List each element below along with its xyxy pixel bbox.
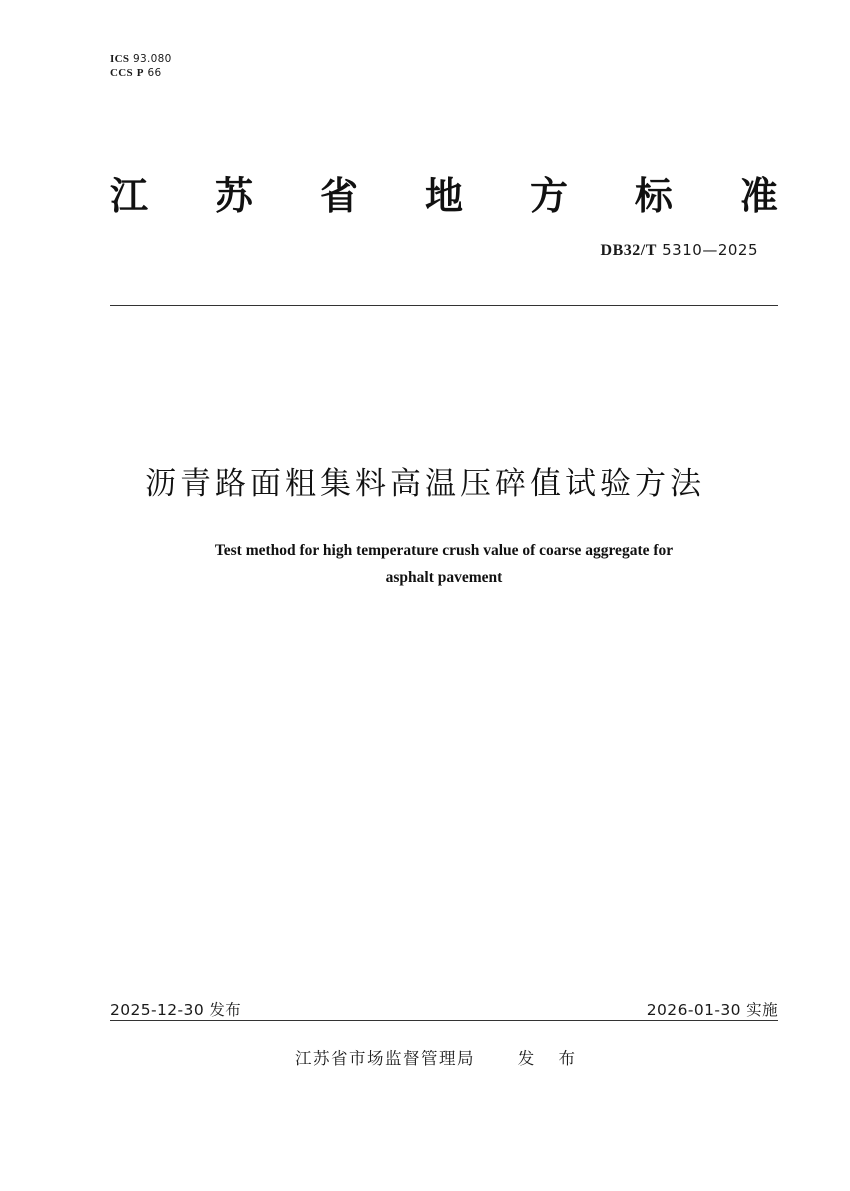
top-divider xyxy=(110,305,778,306)
english-title xyxy=(110,537,778,591)
standard-code: 5310—2025 xyxy=(662,241,758,259)
implement-date: 2026-01-30 实施 xyxy=(646,1001,778,1019)
ics-value: 93.080 xyxy=(133,53,172,65)
standard-type-title xyxy=(110,162,778,222)
date-row xyxy=(110,998,778,1020)
ccs-value: 66 xyxy=(147,67,162,79)
bottom-divider xyxy=(110,1020,778,1021)
issuer-line xyxy=(295,1045,577,1069)
issuer-action: 发 布 xyxy=(517,1049,577,1068)
title-char: 方 xyxy=(529,173,568,218)
title-char: 苏 xyxy=(214,173,253,218)
ccs-label: CCS xyxy=(110,67,133,79)
issuer-name: 江苏省市场监督管理局 xyxy=(295,1049,475,1068)
standard-prefix: DB32/T xyxy=(600,242,657,259)
title-char: 地 xyxy=(424,173,463,218)
ccs-prefix: P xyxy=(136,67,144,79)
chinese-title: 沥青路面粗集料高温压碎值试验方法 xyxy=(145,466,705,502)
classification-codes xyxy=(110,52,172,80)
ics-label: ICS xyxy=(110,53,130,65)
title-char: 江 xyxy=(110,173,149,218)
ics-code xyxy=(110,52,172,66)
publish-date: 2025-12-30 发布 xyxy=(110,1001,242,1019)
title-char: 标 xyxy=(634,173,673,218)
standard-number xyxy=(601,241,758,260)
english-title-line: asphalt pavement xyxy=(385,569,503,586)
title-char: 准 xyxy=(739,173,778,218)
title-char: 省 xyxy=(319,173,358,218)
ccs-code xyxy=(110,66,172,80)
english-title-line: Test method for high temperature crush value of coarse aggregate for xyxy=(214,542,674,559)
